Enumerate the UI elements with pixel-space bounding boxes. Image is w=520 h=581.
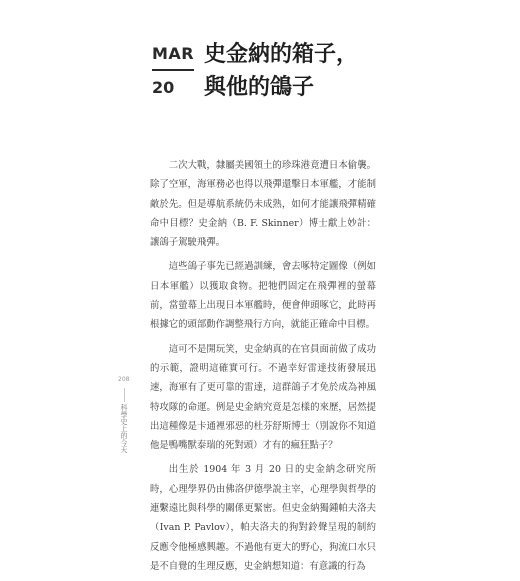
running-book-title: 科學史上的今天 [120,404,128,453]
chapter-title [204,38,358,104]
date-divider [152,69,194,71]
paragraph-3: 這可不是開玩笑，史金納真的在官員面前做了成功的示範，證明這確實可行。不過幸好雷達技術發展迅速，海軍有了更可靠的雷達，這群鴿子才免於成為神風特攻隊的命運。例是史金納究竟是怎樣的來歷，居然提出這種像是卡通裡邪惡的杜芬舒斯博士（別說你不知道他是鴨嘴獸泰瑞的死對頭）才有的瘋狂點子？ [150,343,376,452]
date-month: MAR [152,44,195,63]
chapter-title-line-2: 與他的鴿子 [204,74,315,100]
paragraph-1: 二次大戰，隸屬美國領土的珍珠港竟遭日本偷襲。除了空軍，海軍務必也得以飛彈還擊日本軍艦，才能制敵於先。但是導航系統仍未成熟，如何才能讓飛彈精確命中目標？史金納（B. F. Skinner）博士獻上妙計：讓鴿子駕駛飛彈。 [150,160,376,249]
date-block [152,44,194,97]
body-text [150,156,376,581]
page-number: 208 [118,376,130,383]
paragraph-4: 出生於 1904 年 3 月 20 日的史金納念研究所時，心理學界仍由佛洛伊德學說主宰，心理學與哲學的連繫遠比與科學的關係更緊密。但史金納獨鍾帕夫洛夫（Ivan P. Pavlov），帕夫洛夫的狗對鈴聲呈現的制約反應令他極感興趣。不過他有更大的野心，狗流口水只是不自覺的生理反應，史金納想知道：有意識的行為 [150,464,376,572]
paragraph-2: 這些鴿子事先已經過訓練，會去啄特定圖像（例如日本軍艦）以獲取食物。把牠們固定在飛彈裡的螢幕前，當螢幕上出現日本軍艦時，便會伸頭啄它，此時再根據它的頭部動作調整飛行方向，就能正確命中目標。 [150,261,376,331]
side-divider [124,388,125,402]
date-day: 20 [152,78,175,97]
chapter-title-line-1: 史金納的箱子， [204,41,359,67]
